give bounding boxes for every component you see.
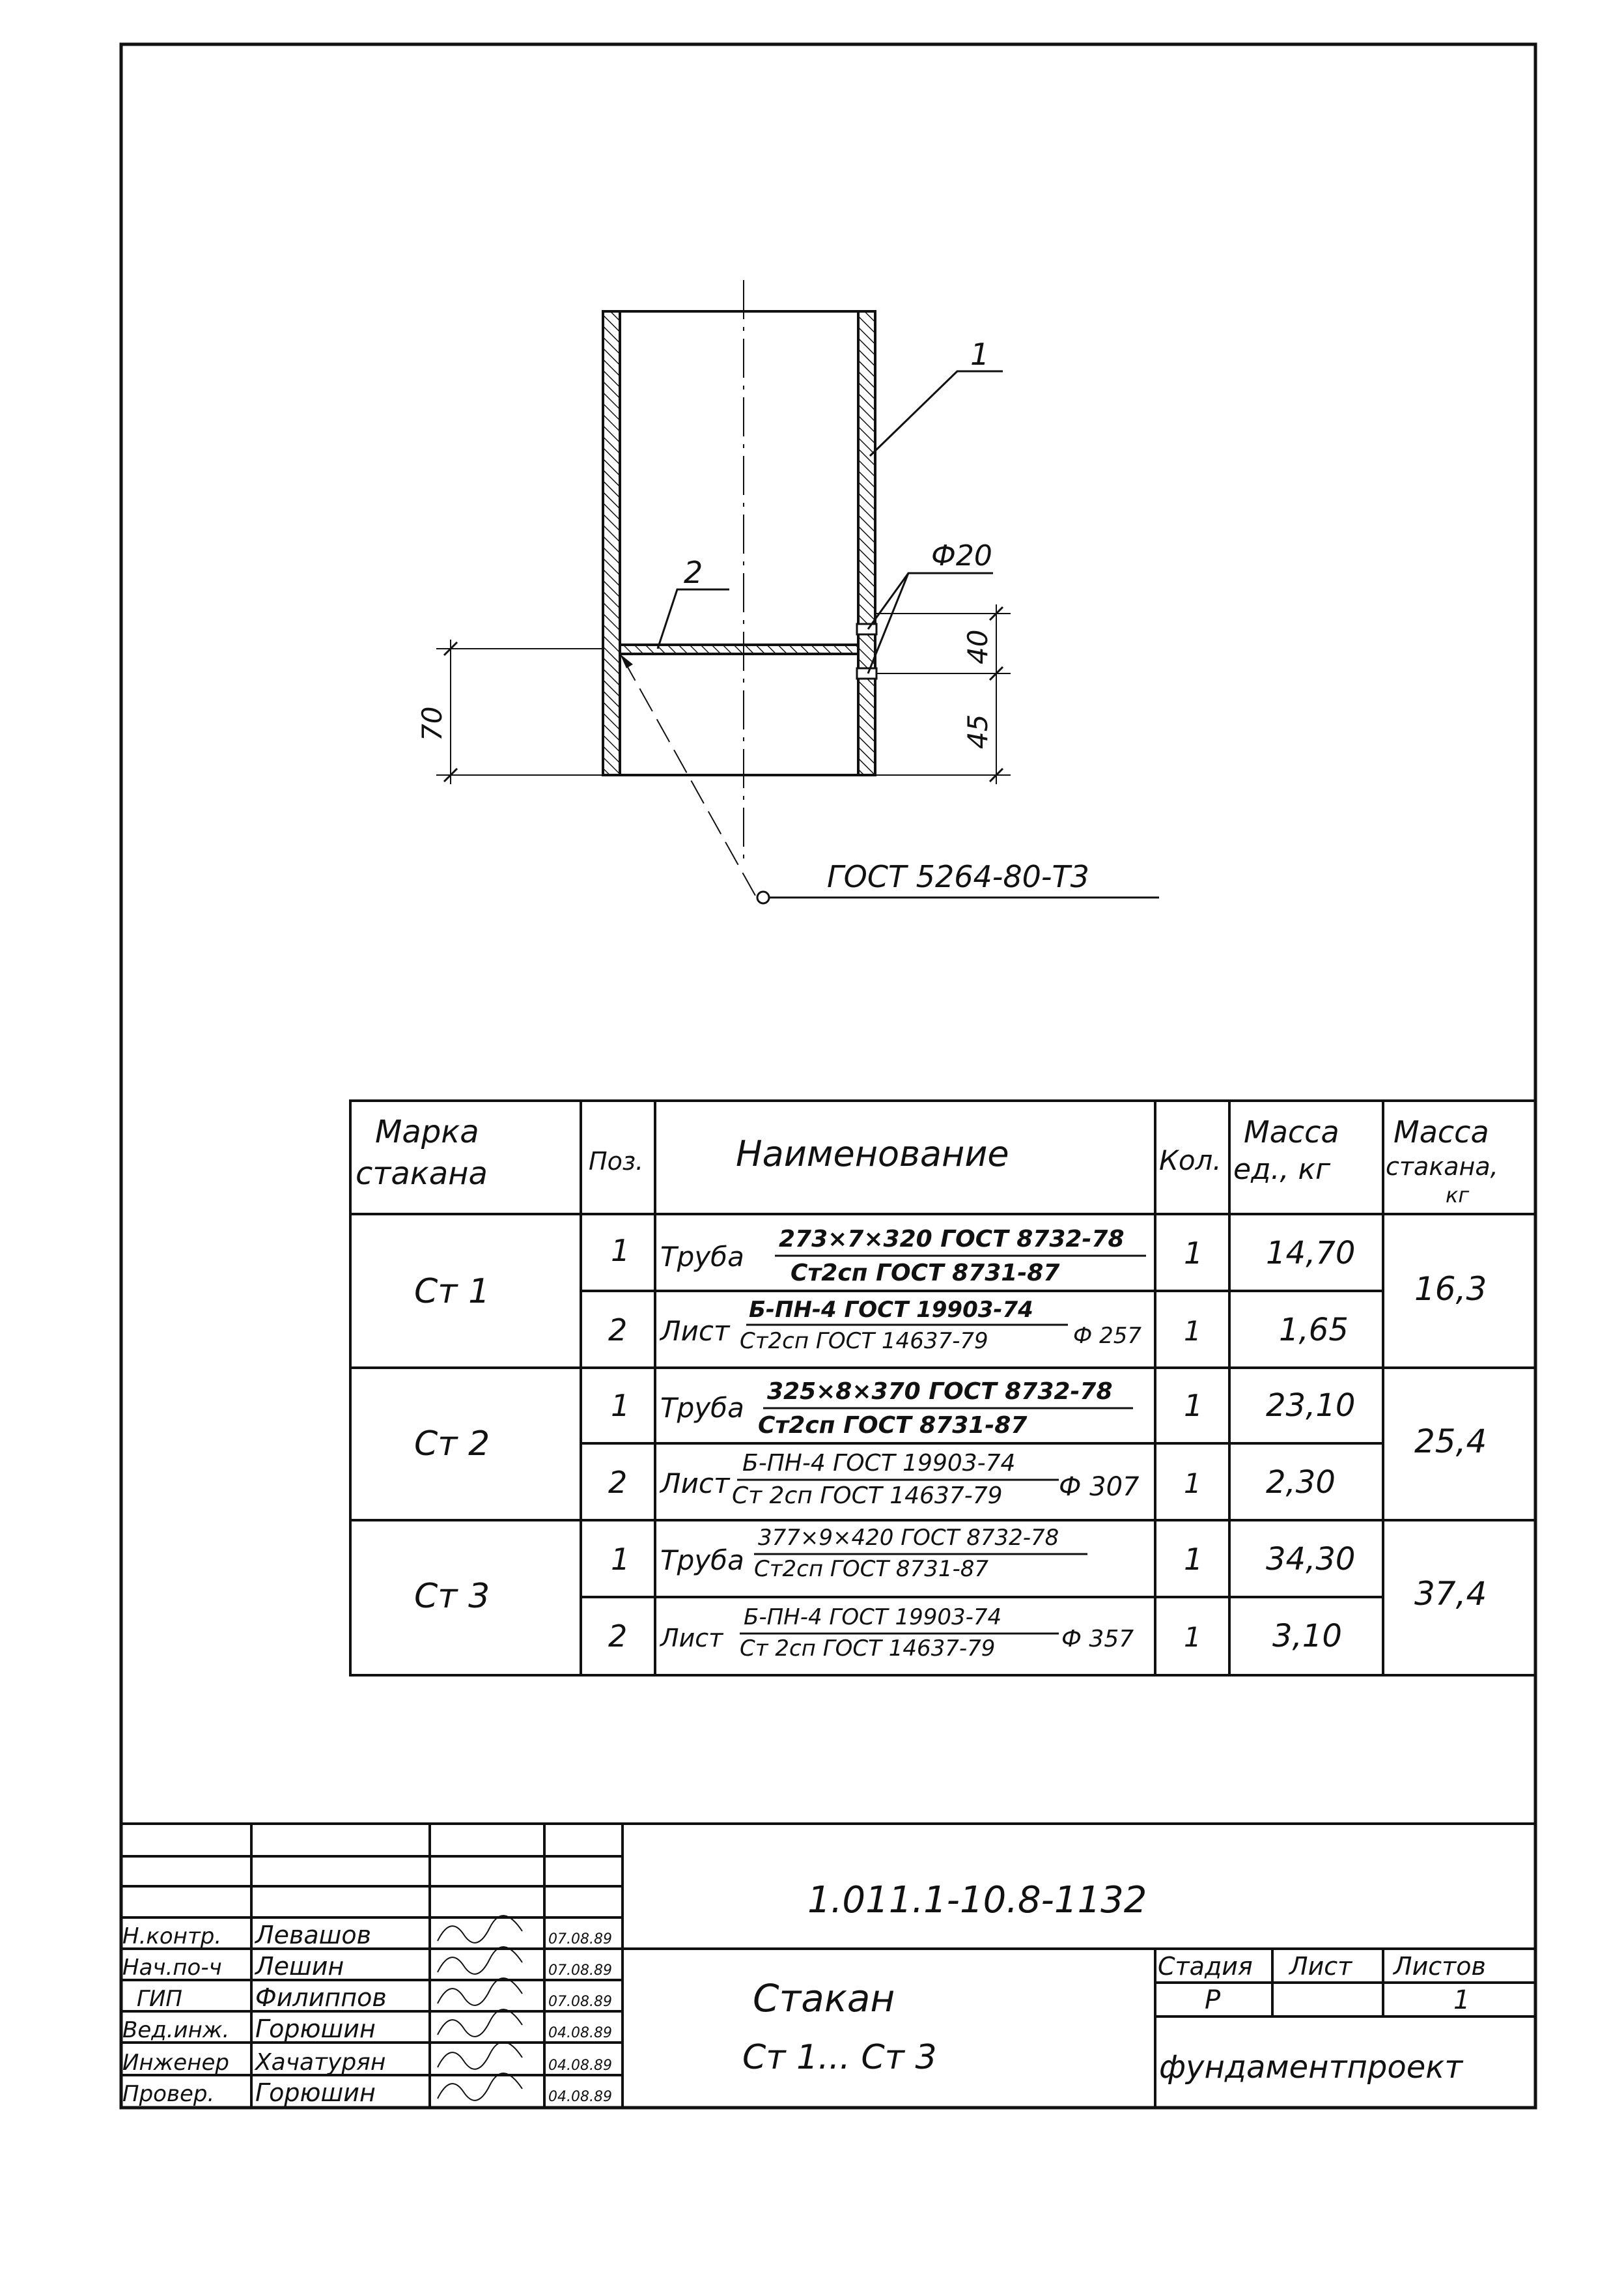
bottom-plate [620, 645, 858, 654]
label-pos2: 2 [684, 555, 703, 590]
row-top: Б-ПН-4 ГОСТ 19903-74 [749, 1297, 1033, 1323]
row-top: Б-ПН-4 ГОСТ 19903-74 [742, 1450, 1016, 1477]
title-block-text [122, 1879, 1486, 2107]
weld-leader [623, 658, 755, 896]
row-bottom: Ст2сп ГОСТ 8731-87 [758, 1412, 1028, 1439]
role-prover: Провер. [122, 2081, 215, 2107]
row-qty: 1 [1184, 1315, 1201, 1347]
name-nkontr: Левашов [255, 1921, 372, 1949]
row-pos: 1 [611, 1233, 630, 1268]
name-nachpo: Лешин [255, 1952, 344, 1981]
hdr-qty: Кол. [1159, 1144, 1222, 1176]
pipe-left-wall [603, 311, 620, 775]
sheets-value: 1 [1453, 1985, 1470, 2015]
date-inzhener: 04.08.89 [548, 2058, 612, 2074]
row-suffix: Ф 307 [1059, 1472, 1140, 1502]
date-nkontr: 07.08.89 [548, 1931, 612, 1947]
role-nkontr: Н.контр. [122, 1923, 222, 1949]
hdr-mark-1: Марка [375, 1114, 479, 1150]
sheets-header: Листов [1393, 1952, 1486, 1981]
row-top: 377×9×420 ГОСТ 8732-78 [758, 1525, 1059, 1551]
row-qty: 1 [1184, 1467, 1201, 1499]
weld-circle [757, 892, 769, 903]
sheet-header: Лист [1289, 1952, 1352, 1981]
row-bottom: Ст2сп ГОСТ 8731-87 [754, 1556, 988, 1582]
row-pos: 2 [608, 1465, 628, 1500]
row-mass: 2,30 [1266, 1464, 1336, 1501]
name-gip: Филиппов [255, 1983, 387, 2012]
row-name: Лист [660, 1624, 723, 1652]
row-suffix: Ф 257 [1073, 1323, 1141, 1349]
row-name: Труба [660, 1392, 744, 1424]
leader-pos2 [658, 589, 729, 649]
stage-value: Р [1205, 1985, 1221, 2015]
row-bottom: Ст2сп ГОСТ 14637-79 [740, 1328, 988, 1354]
dim-45: 45 [962, 714, 994, 749]
pipe-right-wall [858, 311, 875, 775]
label-dia: Ф20 [931, 539, 992, 573]
mass-st1: 16,3 [1414, 1270, 1487, 1308]
mark-st1: Ст 1 [414, 1272, 490, 1311]
row-mass: 1,65 [1279, 1312, 1349, 1348]
row-mass: 14,70 [1266, 1235, 1356, 1271]
title-line-1: Стакан [753, 1976, 895, 2020]
date-gip: 07.08.89 [548, 1994, 612, 2010]
drawing-code: 1.011.1-10.8-1132 [807, 1879, 1147, 1921]
date-prover: 04.08.89 [548, 2089, 612, 2105]
row-pos: 2 [608, 1312, 628, 1348]
stage-header: Стадия [1158, 1952, 1253, 1981]
name-inzhener: Хачатурян [255, 2049, 386, 2076]
signature [438, 1978, 522, 2005]
hdr-name: Наименование [736, 1133, 1009, 1174]
row-mass: 23,10 [1266, 1387, 1356, 1424]
name-vedinzh: Горюшин [255, 2015, 376, 2043]
row-name: Труба [660, 1544, 744, 1576]
mass-st2: 25,4 [1414, 1422, 1487, 1460]
row-qty: 1 [1184, 1388, 1203, 1423]
hdr-mass-glass-2: стакана, [1386, 1152, 1498, 1181]
spec-headers [356, 1114, 1498, 1208]
date-nachpo: 07.08.89 [548, 1962, 612, 1979]
role-nachpo: Нач.по-ч [122, 1955, 222, 1981]
label-pos1: 1 [970, 337, 990, 372]
row-suffix: Ф 357 [1061, 1626, 1134, 1652]
row-name: Труба [660, 1241, 744, 1273]
weld-label: ГОСТ 5264-80-Т3 [827, 859, 1089, 894]
hdr-mass-glass-1: Масса [1393, 1114, 1489, 1150]
row-pos: 2 [608, 1619, 628, 1654]
row-bottom: Ст 2сп ГОСТ 14637-79 [740, 1635, 996, 1662]
hdr-pos: Поз. [589, 1147, 644, 1176]
organization: фундаментпроект [1159, 2049, 1463, 2086]
leader-dia [868, 573, 993, 629]
dim-40: 40 [962, 629, 994, 664]
row-name: Лист [660, 1315, 730, 1347]
row-mass: 34,30 [1266, 1541, 1356, 1578]
signature [438, 1947, 522, 1974]
sheet-frame [121, 44, 1535, 2108]
row-pos: 1 [611, 1388, 630, 1423]
hdr-mark-2: стакана [356, 1155, 488, 1192]
hdr-mass-unit-2: ед., кг [1233, 1153, 1331, 1186]
row-bottom: Ст 2сп ГОСТ 14637-79 [732, 1482, 1003, 1509]
name-prover: Горюшин [255, 2078, 376, 2107]
mass-st3: 37,4 [1414, 1575, 1487, 1613]
signature [438, 2042, 522, 2069]
leader-pos1 [870, 371, 1003, 456]
signature [438, 2073, 522, 2101]
mark-st3: Ст 3 [414, 1577, 490, 1616]
signature [438, 2009, 522, 2037]
signature [438, 1916, 522, 1943]
row-bottom: Ст2сп ГОСТ 8731-87 [791, 1260, 1060, 1286]
row-mass: 3,10 [1272, 1618, 1342, 1654]
row-pos: 1 [611, 1542, 630, 1577]
row-qty: 1 [1184, 1621, 1201, 1653]
hdr-mass-glass-3: кг [1446, 1183, 1470, 1208]
row-qty: 1 [1184, 1542, 1203, 1577]
glass-section-view [416, 280, 1159, 903]
date-vedinzh: 04.08.89 [548, 2025, 612, 2041]
row-top: 325×8×370 ГОСТ 8732-78 [767, 1378, 1113, 1405]
hdr-mass-unit-1: Масса [1244, 1114, 1339, 1150]
role-inzhener: Инженер [122, 2050, 229, 2076]
role-gip: ГИП [137, 1986, 182, 2012]
row-qty: 1 [1184, 1236, 1203, 1271]
mark-st2: Ст 2 [414, 1424, 490, 1464]
row-name: Лист [660, 1467, 730, 1499]
row-top: Б-ПН-4 ГОСТ 19903-74 [744, 1604, 1002, 1630]
role-vedinzh: Вед.инж. [122, 2017, 230, 2043]
title-line-2: Ст 1... Ст 3 [742, 2038, 937, 2077]
row-top: 273×7×320 ГОСТ 8732-78 [779, 1226, 1125, 1252]
dim-70: 70 [416, 706, 448, 741]
